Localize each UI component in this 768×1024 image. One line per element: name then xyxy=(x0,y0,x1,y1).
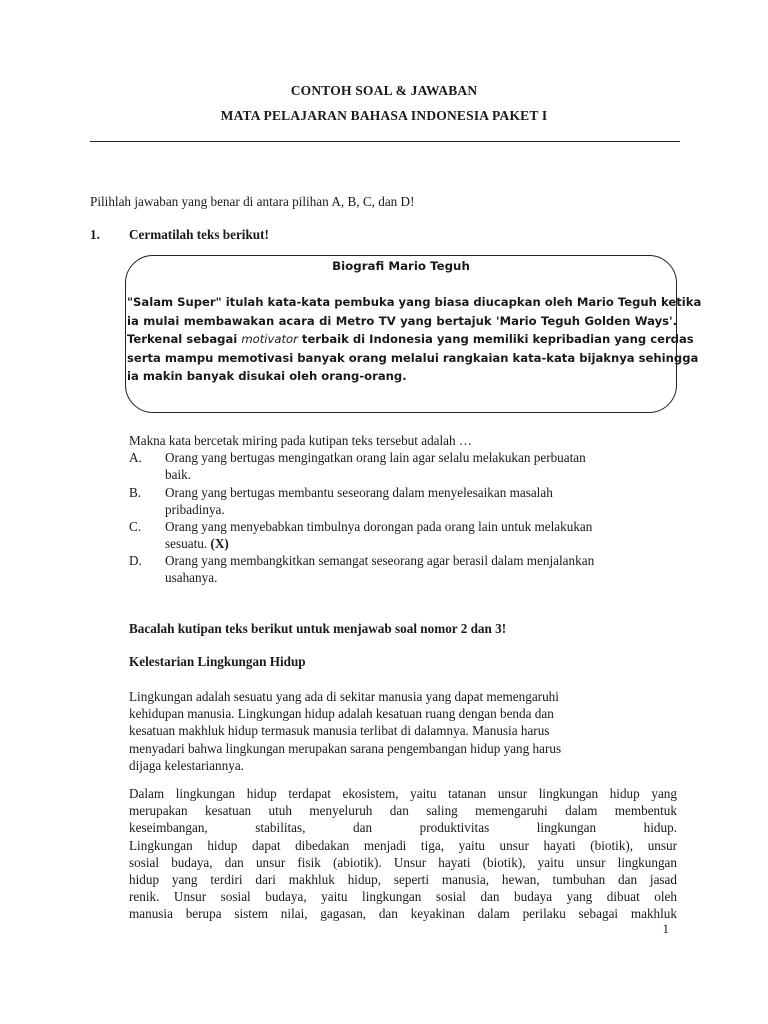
option-line: Orang yang membangkitkan semangat seseorang agar berasil dalam menjalankan xyxy=(165,553,595,568)
option-line xyxy=(165,536,677,553)
option-line: pribadinya. xyxy=(165,501,225,517)
reading-title: Kelestarian Lingkungan Hidup xyxy=(129,654,306,669)
doc-title-line-2: MATA PELAJARAN BAHASA INDONESIA PAKET I xyxy=(220,108,548,123)
biography-line-part: terbaik di Indonesia yang memiliki kepribadian yang cerdas xyxy=(297,332,694,346)
biography-line: ia mulai membawakan acara di Metro TV yang bertajuk 'Mario Teguh Golden Ways'. xyxy=(127,313,677,328)
paragraph-line: manusia berupa sistem nilai, gagasan, dan keyakinan dalam perilaku sebagai makhluk xyxy=(129,906,677,922)
biography-line-part: Terkenal sebagai xyxy=(127,332,242,346)
biography-line-with-italic xyxy=(127,330,694,349)
option-a-letter: A. xyxy=(129,450,142,465)
option-b-text xyxy=(165,485,677,518)
paragraph-line: Lingkungan adalah sesuatu yang ada di sekitar manusia yang dapat memengaruhi xyxy=(129,689,559,704)
option-d-letter: D. xyxy=(129,553,142,568)
option-line-part: sesuatu. xyxy=(165,535,211,551)
correct-answer-mark: (X) xyxy=(210,535,229,551)
reading-paragraph-1 xyxy=(129,688,677,774)
page-number: 1 xyxy=(662,921,669,936)
italic-word-motivator: motivator xyxy=(241,332,298,346)
question-1-number: 1. xyxy=(90,227,100,242)
paragraph-line: kesatuan makhluk hidup termasuk manusia terlibat di dalamnya. Manusia harus xyxy=(129,723,550,739)
option-b-letter: B. xyxy=(129,485,142,500)
biography-text xyxy=(127,293,702,386)
paragraph-line: sosial budaya, dan unsur fisik (abiotik). Unsur hayati (biotik), yaitu unsur lingkungan xyxy=(129,854,677,870)
paragraph-line: renik. Unsur sosial budaya, yaitu lingkungan sosial dan budaya yang dibuat oleh xyxy=(129,889,677,905)
paragraph-line: kehidupan manusia. Lingkungan hidup adalah kesatuan ruang dengan benda dan xyxy=(129,706,554,722)
biography-line: "Salam Super" itulah kata-kata pembuka yang biasa diucapkan oleh Mario Teguh ketika xyxy=(127,295,702,309)
title-divider xyxy=(90,141,680,142)
option-c-text xyxy=(165,519,677,552)
reading-paragraph-2 xyxy=(129,785,677,923)
biography-line: ia makin banyak disukai oleh orang-orang. xyxy=(127,369,407,383)
instruction-text: Pilihlah jawaban yang benar di antara pilihan A, B, C, dan D! xyxy=(90,194,415,209)
biography-title: Biografi Mario Teguh xyxy=(332,259,470,273)
paragraph-line: merupakan kesatuan utuh menyeluruh dan saling memengaruhi dalam membentuk xyxy=(129,803,677,819)
reading-instruction: Bacalah kutipan teks berikut untuk menjawab soal nomor 2 dan 3! xyxy=(129,621,507,636)
option-line: Orang yang bertugas mengingatkan orang lain agar selalu melakukan perbuatan xyxy=(165,450,586,465)
biography-line: serta mampu memotivasi banyak orang melalui rangkaian kata-kata bijaknya sehingga xyxy=(127,350,699,365)
option-c-letter: C. xyxy=(129,519,142,534)
option-line: baik. xyxy=(165,466,192,482)
paragraph-line: dijaga kelestariannya. xyxy=(129,757,244,773)
paragraph-line: Dalam lingkungan hidup terdapat ekosistem, yaitu tatanan unsur lingkungan hidup yang xyxy=(129,786,677,801)
option-line: Orang yang bertugas membantu seseorang dalam menyelesaikan masalah xyxy=(165,485,553,500)
question-1-prompt: Cermatilah teks berikut! xyxy=(129,227,269,242)
doc-title-line-1: CONTOH SOAL & JAWABAN xyxy=(290,83,478,98)
option-line: usahanya. xyxy=(165,569,218,585)
question-1-text: Makna kata bercetak miring pada kutipan teks tersebut adalah … xyxy=(129,433,473,448)
paragraph-line: hidup yang terdiri dari makhluk hidup, seperti manusia, hewan, tumbuhan dan jasad xyxy=(129,872,677,888)
option-line: Orang yang menyebabkan timbulnya dorongan pada orang lain untuk melakukan xyxy=(165,519,593,534)
paragraph-line: menyadari bahwa lingkungan merupakan sarana pengembangan hidup yang harus xyxy=(129,740,562,756)
option-a-text xyxy=(165,450,677,483)
paragraph-line: Lingkungan hidup dapat dibedakan menjadi tiga, yaitu unsur hayati (biotik), unsur xyxy=(129,837,677,853)
paragraph-line: keseimbangan, stabilitas, dan produktivitas lingkungan hidup. xyxy=(129,820,677,836)
option-d-text xyxy=(165,553,677,586)
